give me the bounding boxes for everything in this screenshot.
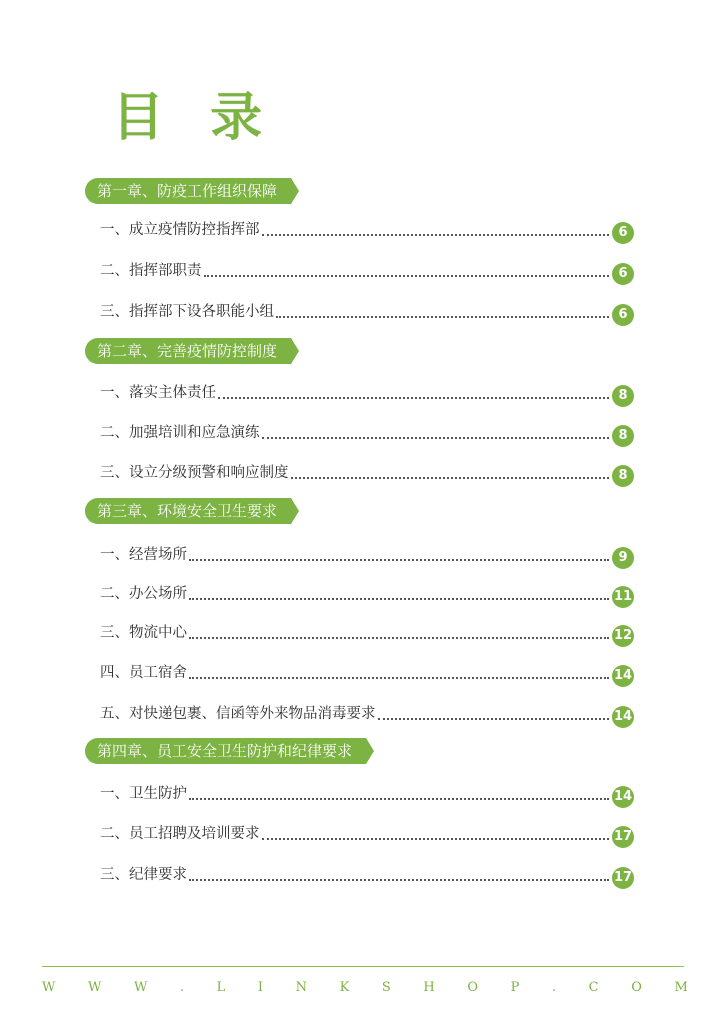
toc-entry[interactable] — [100, 461, 634, 483]
footer-url-char: H — [423, 980, 435, 995]
chapter-tip-shape — [366, 738, 374, 764]
toc-entry[interactable] — [100, 621, 634, 643]
chapter-label: 第一章、防疫工作组织保障 — [85, 178, 291, 204]
toc-entry[interactable] — [100, 543, 634, 565]
chapter-heading — [85, 178, 299, 204]
toc-entry[interactable] — [100, 702, 634, 724]
toc-entry-label: 三、设立分级预警和响应制度 — [100, 465, 289, 481]
page-number-badge: 6 — [612, 304, 634, 326]
dot-leader — [218, 397, 609, 399]
footer-url-char: W — [42, 980, 56, 995]
dot-leader — [189, 879, 609, 881]
toc-entry-label: 三、纪律要求 — [100, 867, 187, 883]
toc-entry-label: 一、落实主体责任 — [100, 385, 216, 401]
toc-entry-label: 五、对快递包裹、信函等外来物品消毒要求 — [100, 706, 376, 722]
page-number-badge: 14 — [612, 786, 634, 808]
page-number-badge: 9 — [612, 547, 634, 569]
toc-entry-label: 一、经营场所 — [100, 547, 187, 563]
chapter-label: 第二章、完善疫情防控制度 — [85, 338, 291, 364]
page-number-badge: 14 — [612, 706, 634, 728]
toc-entry-label: 二、员工招聘及培训要求 — [100, 826, 260, 842]
dot-leader — [189, 559, 609, 561]
page-number-badge: 11 — [612, 586, 634, 608]
dot-leader — [189, 637, 609, 639]
page-number-badge: 8 — [612, 385, 634, 407]
footer-url-char: . — [551, 980, 557, 995]
dot-leader — [262, 838, 610, 840]
toc-entry[interactable] — [100, 661, 634, 683]
dot-leader — [189, 798, 609, 800]
toc-entry[interactable] — [100, 300, 634, 322]
footer-url-char: C — [588, 980, 599, 995]
toc-entry-label: 二、指挥部职责 — [100, 263, 202, 279]
toc-entry[interactable] — [100, 259, 634, 281]
dot-leader — [276, 316, 609, 318]
page-number-badge: 6 — [612, 263, 634, 285]
page-number-badge: 12 — [612, 625, 634, 647]
chapter-label: 第三章、环境安全卫生要求 — [85, 498, 291, 524]
dot-leader — [189, 598, 609, 600]
chapter-heading — [85, 498, 299, 524]
dot-leader — [291, 477, 610, 479]
page-title: 目 录 — [112, 88, 277, 148]
toc-entry-label: 一、成立疫情防控指挥部 — [100, 222, 260, 238]
page-number-badge: 14 — [612, 665, 634, 687]
toc-entry[interactable] — [100, 822, 634, 844]
toc-entry-label: 三、物流中心 — [100, 625, 187, 641]
toc-entry-label: 一、卫生防护 — [100, 786, 187, 802]
footer-divider — [42, 966, 684, 967]
toc-entry[interactable] — [100, 582, 634, 604]
footer-url-char: O — [467, 980, 478, 995]
dot-leader — [378, 718, 610, 720]
chapter-heading — [85, 738, 374, 764]
toc-entry[interactable] — [100, 782, 634, 804]
footer-url-char: M — [674, 980, 688, 995]
toc-entry-label: 三、指挥部下设各职能小组 — [100, 304, 274, 320]
dot-leader — [189, 677, 609, 679]
chapter-tip-shape — [291, 178, 299, 204]
footer-url-char: . — [179, 980, 185, 995]
toc-entry[interactable] — [100, 218, 634, 240]
footer-url-char: W — [87, 980, 102, 995]
footer-url-char: L — [216, 980, 226, 995]
page-number-badge: 6 — [612, 222, 634, 244]
toc-entry[interactable] — [100, 421, 634, 443]
footer-url-char: N — [295, 980, 307, 995]
page-number-badge: 17 — [612, 867, 634, 889]
footer-url-char: O — [631, 980, 642, 995]
footer-url-char: K — [339, 980, 350, 995]
page-number-badge: 8 — [612, 465, 634, 487]
chapter-tip-shape — [291, 498, 299, 524]
footer-url-char: S — [381, 980, 391, 995]
page-number-badge: 17 — [612, 826, 634, 848]
footer-url[interactable] — [42, 980, 688, 995]
page-number-badge: 8 — [612, 425, 634, 447]
chapter-tip-shape — [291, 338, 299, 364]
footer-url-char: I — [257, 980, 264, 995]
toc-entry-label: 二、加强培训和应急演练 — [100, 425, 260, 441]
toc-entry[interactable] — [100, 863, 634, 885]
dot-leader — [262, 234, 610, 236]
chapter-label: 第四章、员工安全卫生防护和纪律要求 — [85, 738, 366, 764]
dot-leader — [204, 275, 610, 277]
dot-leader — [262, 437, 610, 439]
footer-url-char: W — [133, 980, 148, 995]
chapter-heading — [85, 338, 299, 364]
toc-entry-label: 四、员工宿舍 — [100, 665, 187, 681]
toc-entry[interactable] — [100, 381, 634, 403]
footer-url-char: P — [510, 980, 520, 995]
toc-entry-label: 二、办公场所 — [100, 586, 187, 602]
